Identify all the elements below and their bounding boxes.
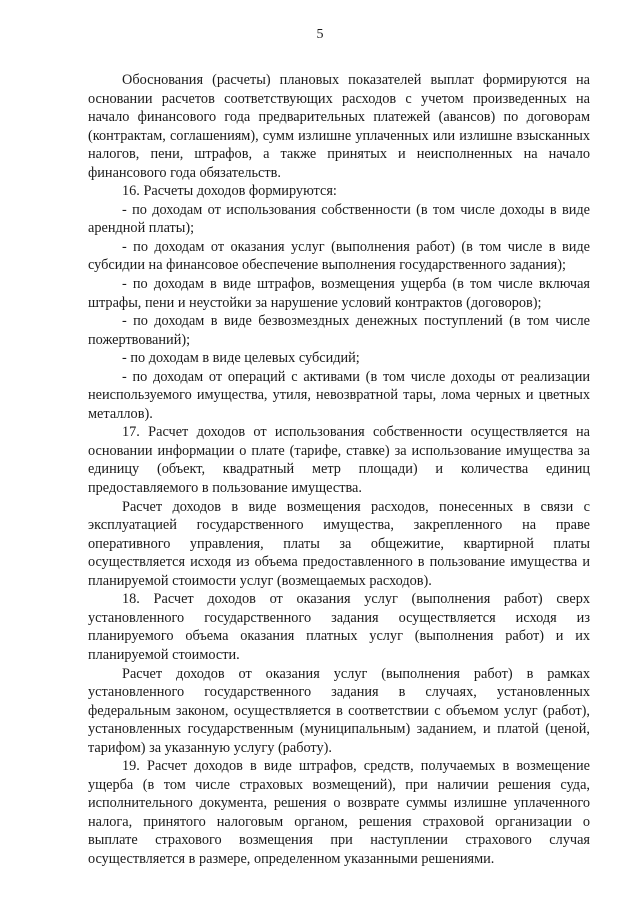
paragraph-17-expense-reimbursement: Расчет доходов в виде возмещения расходов, понесенных в связи с эксплуатацией государственного имущества, закрепленного на праве оперативного управления, платы за общежитие, квартирной платы осуществляется исходя из объема предоставленного в пользование имущества и планируемой стоимости услуг (возмещаемых расходов). — [88, 498, 590, 589]
list-item-asset-operations: - по доходам от операций с активами (в том числе доходы от реализации неиспользуемого имущества, утиля, невозвратной тары, лома черных и цветных металлов). — [88, 368, 590, 422]
document-body — [88, 71, 590, 869]
paragraph-16-heading: 16. Расчеты доходов формируются: — [122, 183, 337, 200]
list-item-services-income: - по доходам от оказания услуг (выполнения работ) (в том числе в виде субсидии на финансовое обеспечение выполнения государственного задания); — [88, 238, 590, 274]
list-item-property-income: - по доходам от использования собственности (в том числе доходы в виде арендной платы); — [88, 201, 590, 237]
paragraph-18: 18. Расчет доходов от оказания услуг (выполнения работ) сверх установленного государственного задания осуществляется исходя из планируемого объема оказания платных услуг (выполнения работ) и их планируемой стоимости. — [88, 591, 590, 663]
list-item-donations-income: - по доходам в виде безвозмездных денежных поступлений (в том числе пожертвований); — [88, 313, 590, 348]
page-number: 5 — [316, 27, 324, 42]
paragraph-18-state-assignment: Расчет доходов от оказания услуг (выполнения работ) в рамках установленного государственного задания в случаях, установленных федеральным законом, осуществляется в соответствии с объемом услуг (работ), установленных государственным (муниципальным) заданием, и платой (ценой, тарифом) за указанную услугу (работу). — [88, 665, 590, 756]
list-item-fines-income: - по доходам в виде штрафов, возмещения ущерба (в том числе включая штрафы, пени и неустойки за нарушение условий контрактов (договоров); — [88, 276, 590, 311]
paragraph-19: 19. Расчет доходов в виде штрафов, средств, получаемых в возмещение ущерба (в том числе страховых возмещений), при наличии решения суда, исполнительного документа, решения о возврате суммы излишне уплаченного налога, принятого налоговым органом, решения страховой организации о выплате страхового возмещения при наступлении страхового случая осуществляется в размере, определенном указанными решениями. — [88, 758, 590, 867]
paragraph-payment-justification: Обоснования (расчеты) плановых показателей выплат формируются на основании расчетов соответствующих расходов с учетом произведенных на начало финансового года предварительных платежей (авансов) по договорам (контрактам, соглашениям), сумм излишне уплаченных или излишне взысканных налогов, пени, штрафов, а также принятых и неисполненных на начало финансового года обязательств. — [88, 72, 590, 181]
paragraph-17: 17. Расчет доходов от использования собственности осуществляется на основании информации о плате (тарифе, ставке) за использование имущества за единицу (объект, квадратный метр площади) и количества единиц предоставляемого в пользование имущества. — [88, 424, 590, 497]
list-item-target-subsidies: - по доходам в виде целевых субсидий; — [122, 350, 360, 367]
